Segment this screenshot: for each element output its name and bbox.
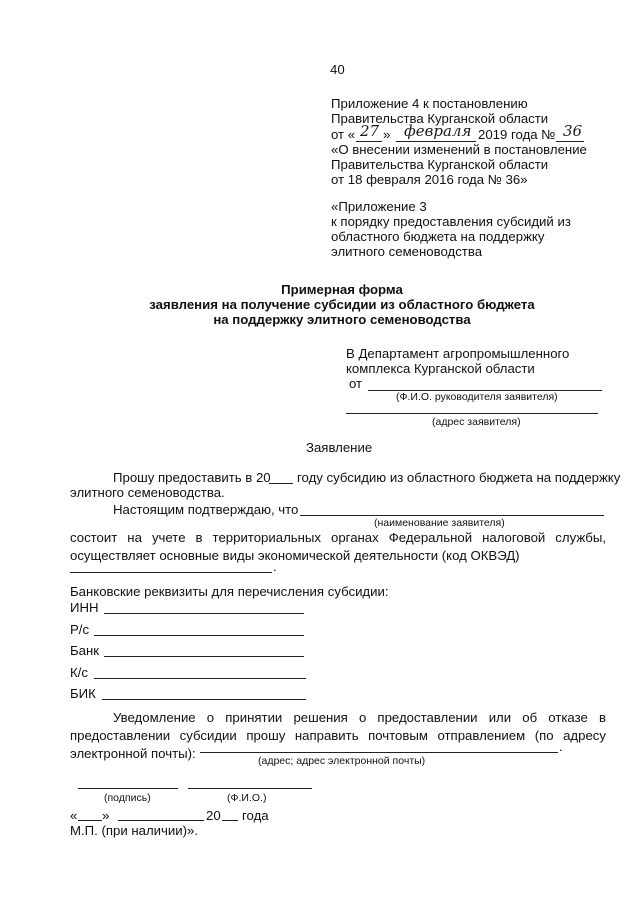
para3-end: . [273, 559, 277, 574]
handwritten-month: февраля [404, 122, 472, 140]
hint-head-name: (Ф.И.О. руководителя заявителя) [396, 391, 558, 403]
ks-field[interactable] [94, 678, 306, 679]
rs-field[interactable] [94, 635, 304, 636]
annex-line-3: областного бюджета на поддержку [331, 229, 545, 244]
notification-text: Уведомление о принятии решения о предоставлении или об отказе в предоставлении субсидии прошу направить почтовым отправлением (по адресу электронной почты): [70, 710, 606, 761]
page-number: 40 [330, 62, 345, 77]
date-year-prefix: 20 [206, 808, 221, 823]
addressee-line-1: В Департамент агропромышленного [346, 346, 570, 361]
applicant-address-field[interactable] [346, 413, 598, 414]
form-title-line-3: на поддержку элитного семеноводства [213, 312, 471, 327]
header-line-1: Приложение 4 к постановлению [331, 96, 528, 111]
notification-end: . [559, 739, 563, 754]
hint-address: (адрес заявителя) [432, 416, 521, 428]
signature-name-field[interactable] [188, 788, 312, 789]
date-day-field[interactable] [78, 820, 102, 821]
year-field[interactable] [269, 483, 293, 484]
rs-label: Р/с [70, 622, 90, 637]
header-line-2: Правительства Курганской области [331, 111, 549, 126]
hint-signature-name: (Ф.И.О.) [227, 792, 267, 804]
bank-label: Банк [70, 643, 100, 658]
hint-notification: (адрес; адрес электронной почты) [258, 755, 426, 767]
bank-field[interactable] [104, 656, 304, 657]
header-line-6: от 18 февраля 2016 года № 36» [331, 172, 528, 187]
bik-field[interactable] [102, 699, 306, 700]
annex-line-1: «Приложение 3 [331, 199, 427, 214]
hint-applicant-name: (наименование заявителя) [374, 517, 505, 529]
handwritten-day: 27 [360, 122, 380, 140]
date-year-field[interactable] [222, 820, 238, 821]
statement-title: Заявление [306, 440, 373, 455]
handwritten-number: 36 [563, 122, 583, 140]
bik-label: БИК [70, 686, 96, 701]
header-line-5: Правительства Курганской области [331, 157, 549, 172]
date-open-quote: « [70, 808, 78, 823]
addressee-line-2: комплекса Курганской области [346, 361, 535, 376]
ks-label: К/с [70, 665, 88, 680]
date-month-field[interactable] [118, 820, 204, 821]
hint-signature: (подпись) [104, 792, 151, 804]
header-date-prefix: от « [331, 127, 356, 142]
para2-start: Настоящим подтверждаю, что [113, 502, 299, 517]
form-title-line-2: заявления на получение субсидии из областного бюджета [149, 297, 535, 312]
applicant-name-field[interactable] [300, 515, 604, 516]
header-year: 2019 года № [478, 127, 556, 142]
date-close-quote: » [102, 808, 110, 823]
para1-end: элитного семеноводства. [70, 485, 225, 500]
inn-field[interactable] [104, 613, 304, 614]
annex-line-2: к порядку предоставления субсидий из [331, 214, 571, 229]
header-line-4: «О внесении изменений в постановление [331, 142, 587, 157]
date-year-suffix: года [242, 808, 269, 823]
bank-title: Банковские реквизиты для перечисления субсидии: [70, 584, 389, 599]
para1-rest: году субсидию из областного бюджета на поддержку [297, 470, 621, 485]
inn-label: ИНН [70, 600, 99, 615]
para3-text: состоит на учете в территориальных органах Федеральной налоговой службы, осуществляет основные виды экономической деятельности (код ОКВЭД) [70, 530, 606, 563]
okved-field[interactable] [70, 572, 272, 573]
form-title-line-1: Примерная форма [281, 282, 403, 297]
addressee-from: от [349, 376, 363, 391]
stamp-note: М.П. (при наличии)». [70, 823, 199, 838]
annex-line-4: элитного семеноводства [331, 244, 483, 259]
para1-start: Прошу предоставить в 20 [113, 470, 271, 485]
header-date-close: » [383, 127, 391, 142]
notification-address-field[interactable] [200, 752, 558, 753]
signature-field[interactable] [78, 788, 178, 789]
para3 [70, 529, 606, 565]
